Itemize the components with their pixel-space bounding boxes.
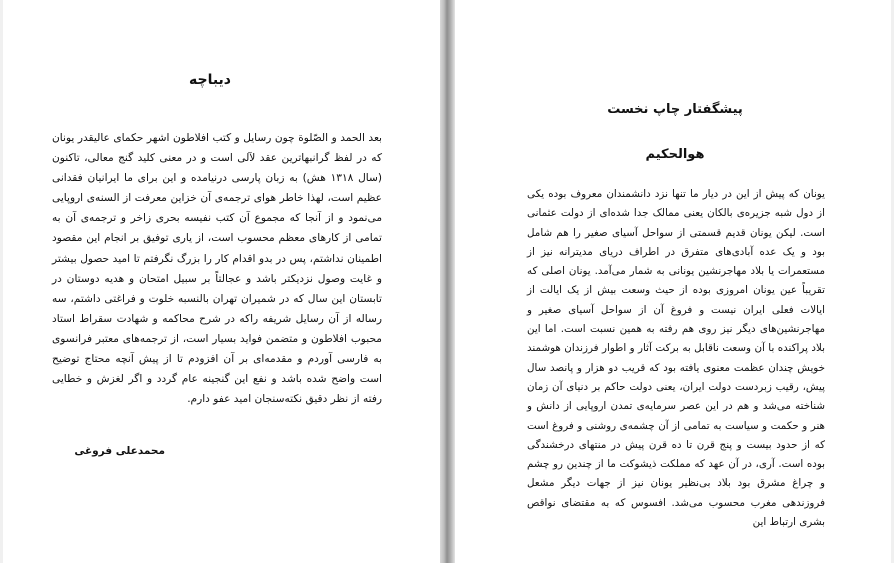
author-signature: محمدعلی فروغی [74, 445, 165, 457]
preface-body [52, 128, 382, 409]
book-gutter [440, 0, 455, 563]
foreword-paragraph: یونان که پیش از این در دیار ما تنها نزد دانشمندان معروف بوده یکی از دول شبه جزیره‌ی بالکان یعنی ممالک جدا شده‌ای از دولت عثمانی است. لیکن یونان قدیم قسمتی از سواحل آسیای صغیر را هم شامل بود و یک عده آبادی‌های متفرق در اطراف دریای مدیترانه نیز از مستعمرات یا بلاد مهاجرنشین یونانی به شمار می‌آمد. یونان اصلی که تقریباً عین یونان امروزی بوده از حیث وسعت بیش از یک ایالت از ایالات فعلی ایران نیست و فروغ آن از سواحل آسیای صغیر و مهاجرنشین‌های دیگر نیز روی هم رفته به همین نسبت است. اما این بلاد پراکنده با آن وسعت ناقابل به برکت آثار و اطوار فرزندان هوشمند خویش چندان عظمت معنوی یافته بود که قریب دو هزار و پانصد سال پیش، رقیب زبردست دولت ایران، یعنی دولت حاکم بر دنیای آن زمان شناخته می‌شد و هم در این عصر سرمایه‌ی تمدن اروپایی از دانش و هنر و حکمت و سیاست به تمامی از آن چشمه‌ی روشنی و فروغ است که از حدود بیست و پنج قرن تا ده قرن پیش در منتهای درخشندگی بوده است. آری، در آن عهد که مملکت ذیشوکت ما از چندین رو چشم و چراغ مشرق بود بلاد بی‌نظیر یونان نیز از جهات دیگر مشعل فروزندهی مغرب محسوب می‌شد. افسوس که به مقتضای نواقص بشری ارتباط این [527, 188, 825, 529]
foreword-title: پیشگفتار چاپ نخست [607, 102, 743, 117]
foreword-body [527, 185, 825, 532]
foreword-subtitle: هوالحکیم [645, 147, 705, 162]
preface-title: دیباچه [189, 72, 231, 88]
page-edge [0, 0, 3, 563]
left-page [0, 0, 440, 563]
preface-paragraph: بعد الحمد و الصّلوة چون رسایل و کتب افلاطون اشهر حکمای عالیقدر یونان که در لفظ گرانبهاترین عقد لآلی است و در معنی کلید گنج معالی، تاکنون (سال ۱۳۱۸ ه‍ش) به زبان پارسی درنیامده و این برای ما ایرانیان فقدانی عظیم است، لهذا خاطر هوای ترجمه‌ی آن خزاین معرفت از السنه‌ی اروپایی می‌نمود و از آنجا که مجموع آن کتب نفیسه بحری زاخر و ترجمه‌ی آن به تمامی از کارهای معظم محسوب است، از یاری توفیق بر انجام این مقصود اطمینان نداشتم، پس در بدو اقدام کار را بزرگ نگرفتم تا امید حصول بیشتر و غایت وصول نزدیکتر باشد و عجالتاً بر سبیل امتحان و هدیه دوستان در تابستان این سال که در شمیران تهران بالنسبه خلوت و فراغتی داشتم، سه رساله از آن رسایل شریفه راکه در شرح محاکمه و شهادت سقراط استاد محبوب افلاطون و متضمن فواید بسیار است، از ترجمه‌های معتبر فرانسوی به فارسی آوردم و مقدمه‌ای بر آن افزودم تا از پیش آنچه محتاج توضیح است واضح شده باشد و نفع این گنجینه عام گردد و اگر لغزش و خطایی رفته از نظر دقیق نکته‌سنجان امید عفو دارم. [52, 132, 382, 406]
right-page [455, 0, 894, 563]
